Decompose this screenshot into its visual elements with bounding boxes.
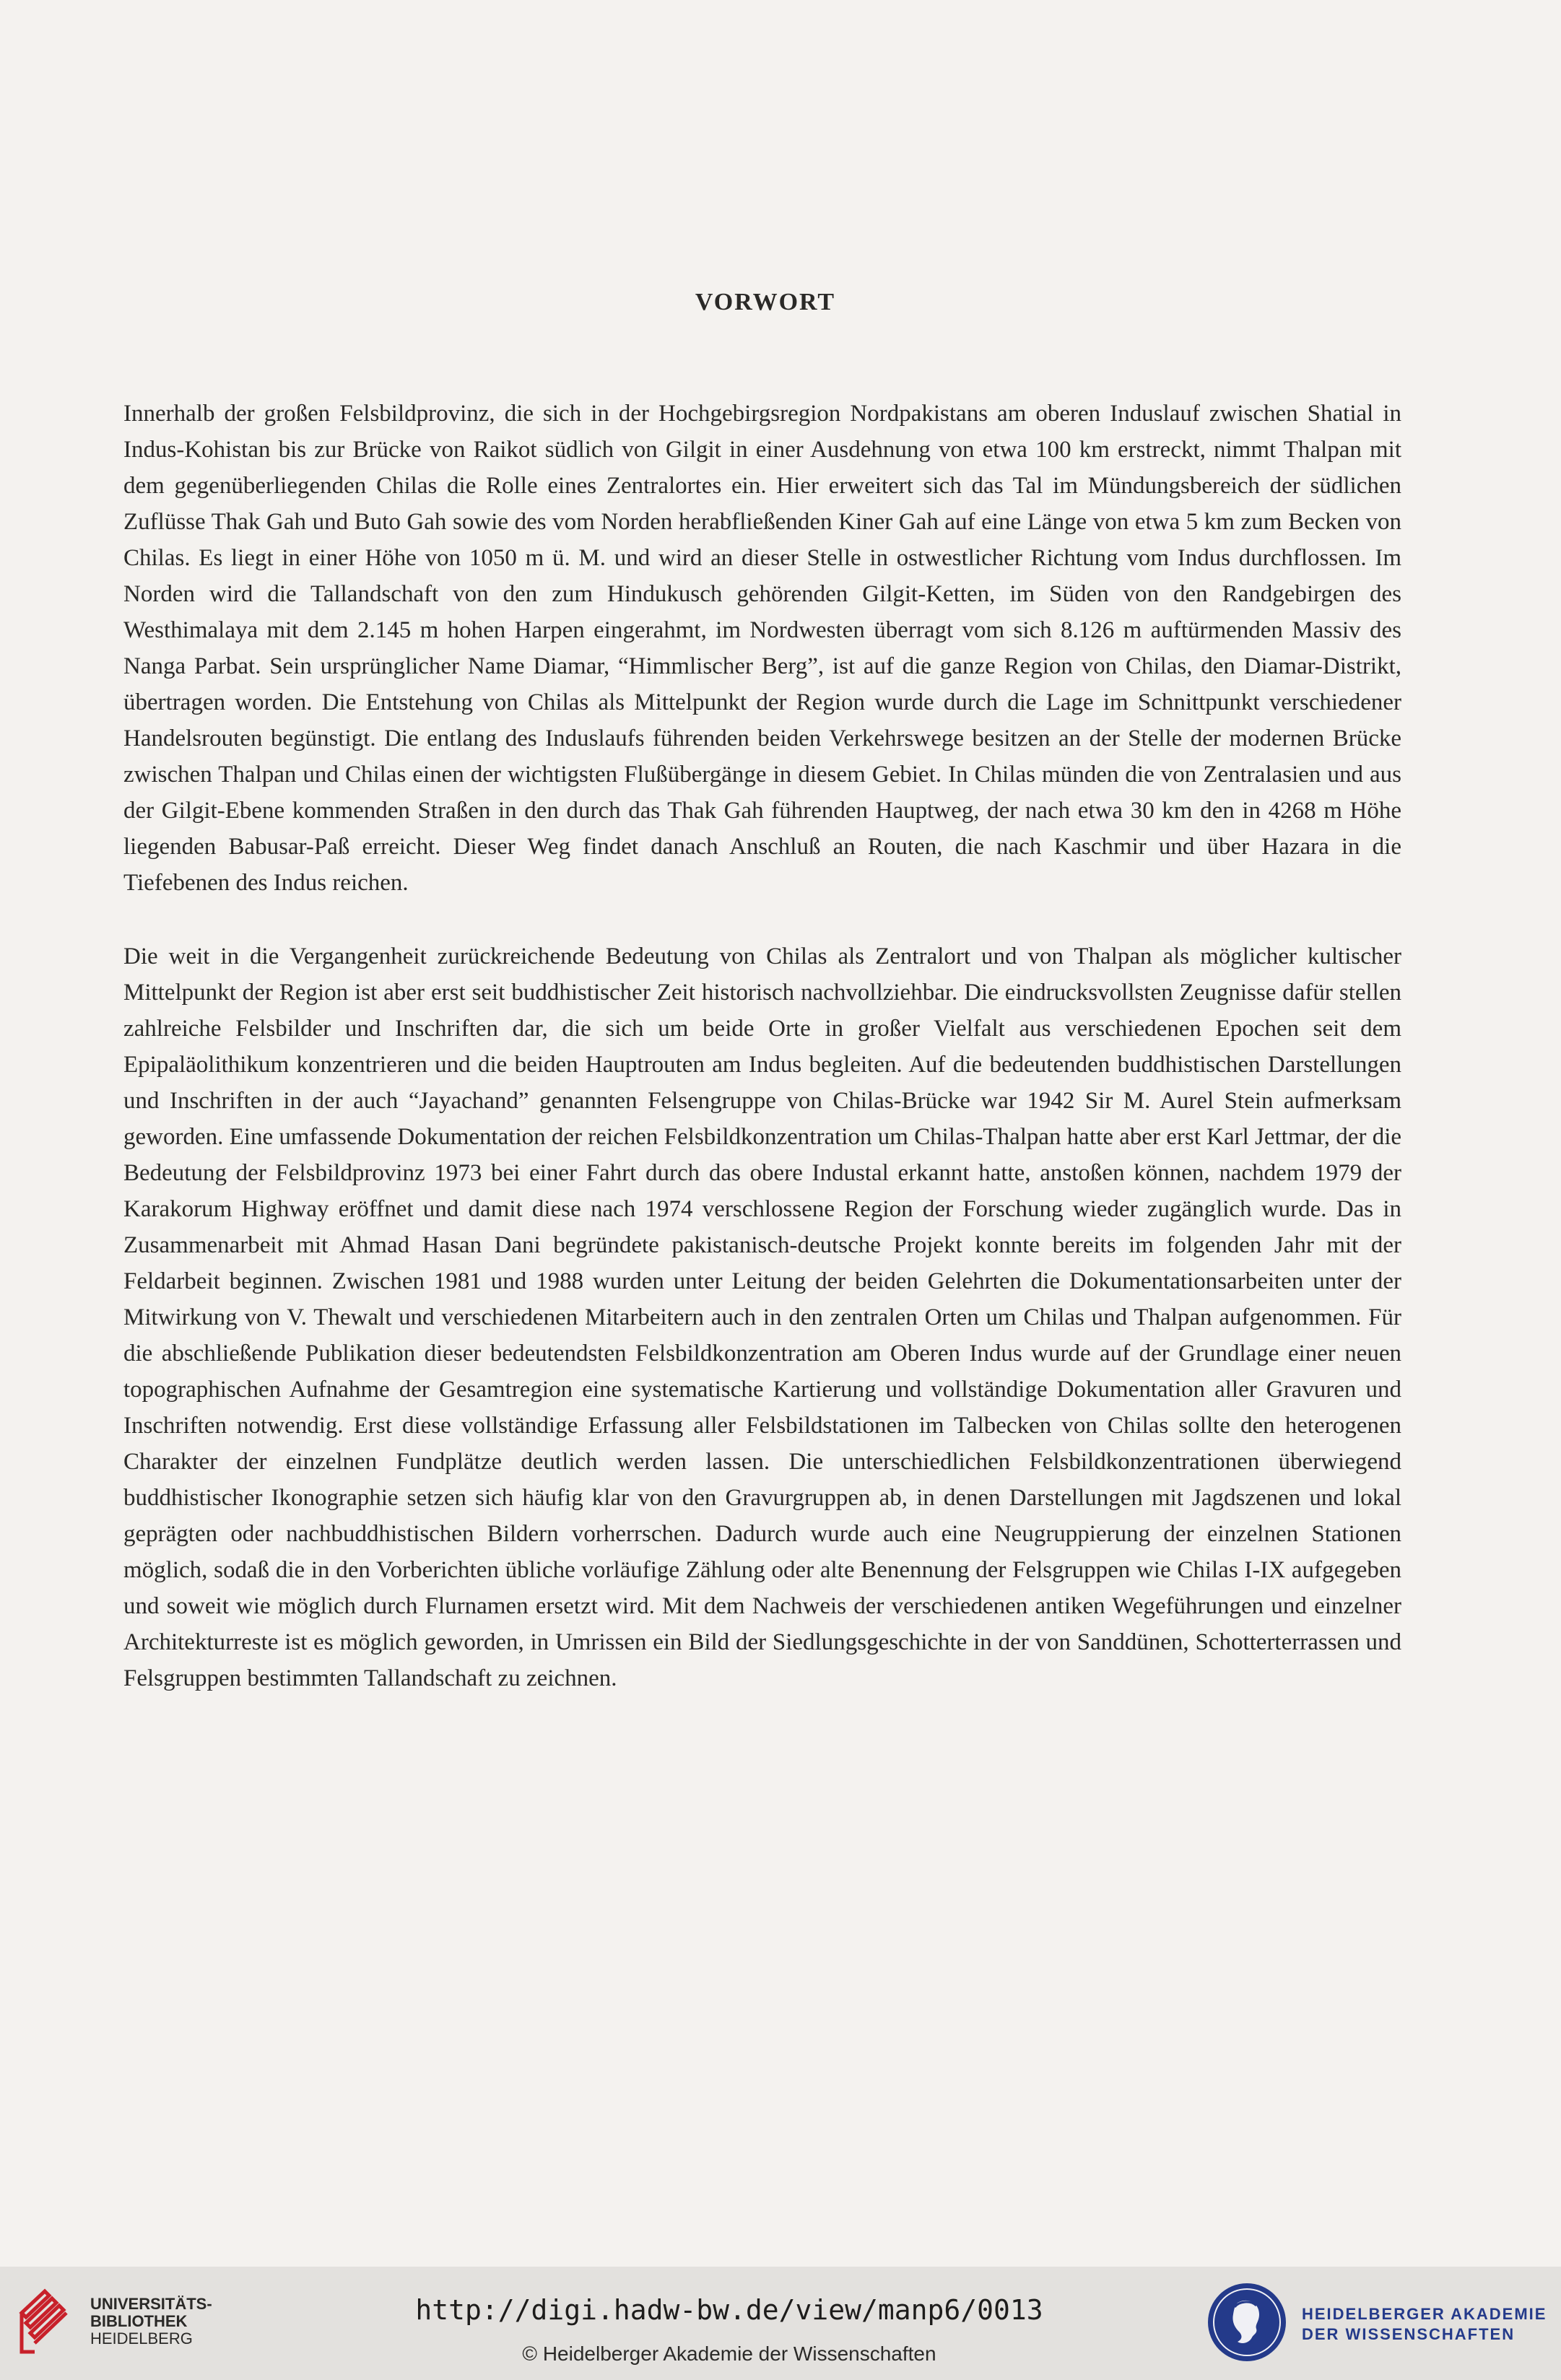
- library-name-line3: HEIDELBERG: [90, 2329, 193, 2348]
- academy-seal-icon: [1206, 2281, 1289, 2364]
- university-library-name: [90, 2296, 212, 2348]
- paragraph-1: Innerhalb der großen Felsbildprovinz, die sich in der Hochgebirgsregion Nordpakistans am oberen Induslauf zwischen Shatial in Indus-Kohistan bis zur Brücke von Raikot südlich von Gilgit in einer Ausdehnung von etwa 100 km erstreckt, nimmt Thalpan mit dem gegenüberliegenden Chilas die Rolle eines Zentralortes ein. Hier erweitert sich das Tal im Mündungsbereich der südlichen Zuflüsse Thak Gah und Buto Gah sowie des vom Norden herabfließenden Kiner Gah auf eine Länge von etwa 5 km zum Becken von Chilas. Es liegt in einer Höhe von 1050 m ü. M. und wird an dieser Stelle in ostwestlicher Richtung vom Indus durchflossen. Im Norden wird die Tallandschaft von den zum Hindukusch gehörenden Gilgit-Ketten, im Süden von den Randgebirgen des Westhimalaya mit dem 2.145 m hohen Harpen eingerahmt, im Nordwesten überragt vom sich 8.126 m auftürmenden Massiv des Nanga Parbat. Sein ursprünglicher Name Diamar, “Himmlischer Berg”, ist auf die ganze Region von Chilas, den Diamar-Distrikt, übertragen worden. Die Entstehung von Chilas als Mittelpunkt der Region wurde durch die Lage im Schnittpunkt verschiedener Handelsrouten begünstigt. Die entlang des Induslaufs führenden beiden Verkehrswege besitzen an der Stelle der modernen Brücke zwischen Thalpan und Chilas einen der wichtigsten Flußübergänge in diesem Gebiet. In Chilas münden die von Zentralasien und aus der Gilgit-Ebene kommenden Straßen in den durch das Thak Gah führenden Hauptweg, der nach etwa 30 km den in 4268 m Höhe liegenden Babusar-Paß erreicht. Dieser Weg findet danach Anschluß an Routen, die nach Kaschmir und über Hazara in die Tiefebenen des Indus reichen.: [123, 401, 1401, 896]
- body-text: [123, 396, 1401, 1734]
- permalink-url[interactable]: http://digi.hadw-bw.de/view/manp6/0013: [415, 2294, 1043, 2326]
- paragraph-2: Die weit in die Vergangenheit zurückreichende Bedeutung von Chilas als Zentralort und von Thalpan als möglicher kultischer Mittelpunkt der Region ist aber erst seit buddhistischer Zeit historisch nachvollziehbar. Die eindrucksvollsten Zeugnisse dafür stellen zahlreiche Felsbilder und Inschriften dar, die sich um beide Orte in großer Vielfalt aus verschiedenen Epochen seit dem Epipaläolithikum konzentrieren und die beiden Hauptrouten am Indus begleiten. Auf die bedeutenden buddhistischen Darstellungen und Inschriften in der auch “Jayachand” genannten Felsengruppe von Chilas-Brücke war 1942 Sir M. Aurel Stein aufmerksam geworden. Eine umfassende Dokumentation der reichen Felsbildkonzentration um Chilas-Thalpan hatte aber erst Karl Jettmar, der die Bedeutung der Felsbildprovinz 1973 bei einer Fahrt durch das obere Industal erkannt hatte, anstoßen können, nachdem 1979 der Karakorum Highway eröffnet und damit diese nach 1974 verschlossene Region der Forschung wieder zugänglich wurde. Das in Zusammenarbeit mit Ahmad Hasan Dani begründete pakistanisch-deutsche Projekt konnte bereits im folgenden Jahr mit der Feldarbeit beginnen. Zwischen 1981 und 1988 wurden unter Leitung der beiden Gelehrten die Dokumentationsarbeiten unter der Mitwirkung von V. Thewalt und verschiedenen Mitarbeitern auch in den zentralen Orten um Chilas und Thalpan aufgenommen. Für die abschließende Publikation dieser bedeutendsten Felsbildkonzentration am Oberen Indus wurde auf der Grundlage einer neuen topographischen Aufnahme der Gesamtregion eine systematische Kartierung und vollständige Dokumentation aller Gravuren und Inschriften notwendig. Erst diese vollständige Erfassung aller Felsbildstationen im Talbecken von Chilas sollte den heterogenen Charakter der einzelnen Fundplätze deutlich werden lassen. Die unterschiedlichen Felsbildkonzentrationen überwiegend buddhistischer Ikonographie setzen sich häufig klar von den Gravurgruppen ab, in denen Darstellungen mit Jagdszenen und lokal geprägten oder nachbuddhistischen Bildern vorherrschen. Dadurch wurde auch eine Neugruppierung der einzelnen Stationen möglich, sodaß die in den Vorberichten übliche vorläufige Zählung oder alte Benennung der Felsgruppen wie Chilas I-IX aufgegeben und soweit wie möglich durch Flurnamen ersetzt wird. Mit dem Nachweis der verschiedenen antiken Wegeführungen und einzelner Architekturreste ist es möglich geworden, in Umrissen ein Bild der Siedlungsgeschichte in der von Sanddünen, Schotterterrassen und Felsgruppen bestimmten Tallandschaft zu zeichnen.: [123, 943, 1402, 1691]
- copyright-notice: © Heidelberger Akademie der Wissenschaften: [522, 2342, 936, 2365]
- library-name-line2: BIBLIOTHEK: [90, 2312, 188, 2330]
- academy-name: [1302, 2304, 1547, 2345]
- university-library-logo-icon: [16, 2285, 85, 2358]
- library-name-line1: UNIVERSITÄTS-: [90, 2295, 212, 2313]
- academy-name-line1: HEIDELBERGER AKADEMIE: [1302, 2305, 1547, 2323]
- academy-name-line2: DER WISSENSCHAFTEN: [1302, 2325, 1516, 2343]
- page-title: VORWORT: [695, 289, 836, 315]
- footer-bar: [0, 2267, 1561, 2380]
